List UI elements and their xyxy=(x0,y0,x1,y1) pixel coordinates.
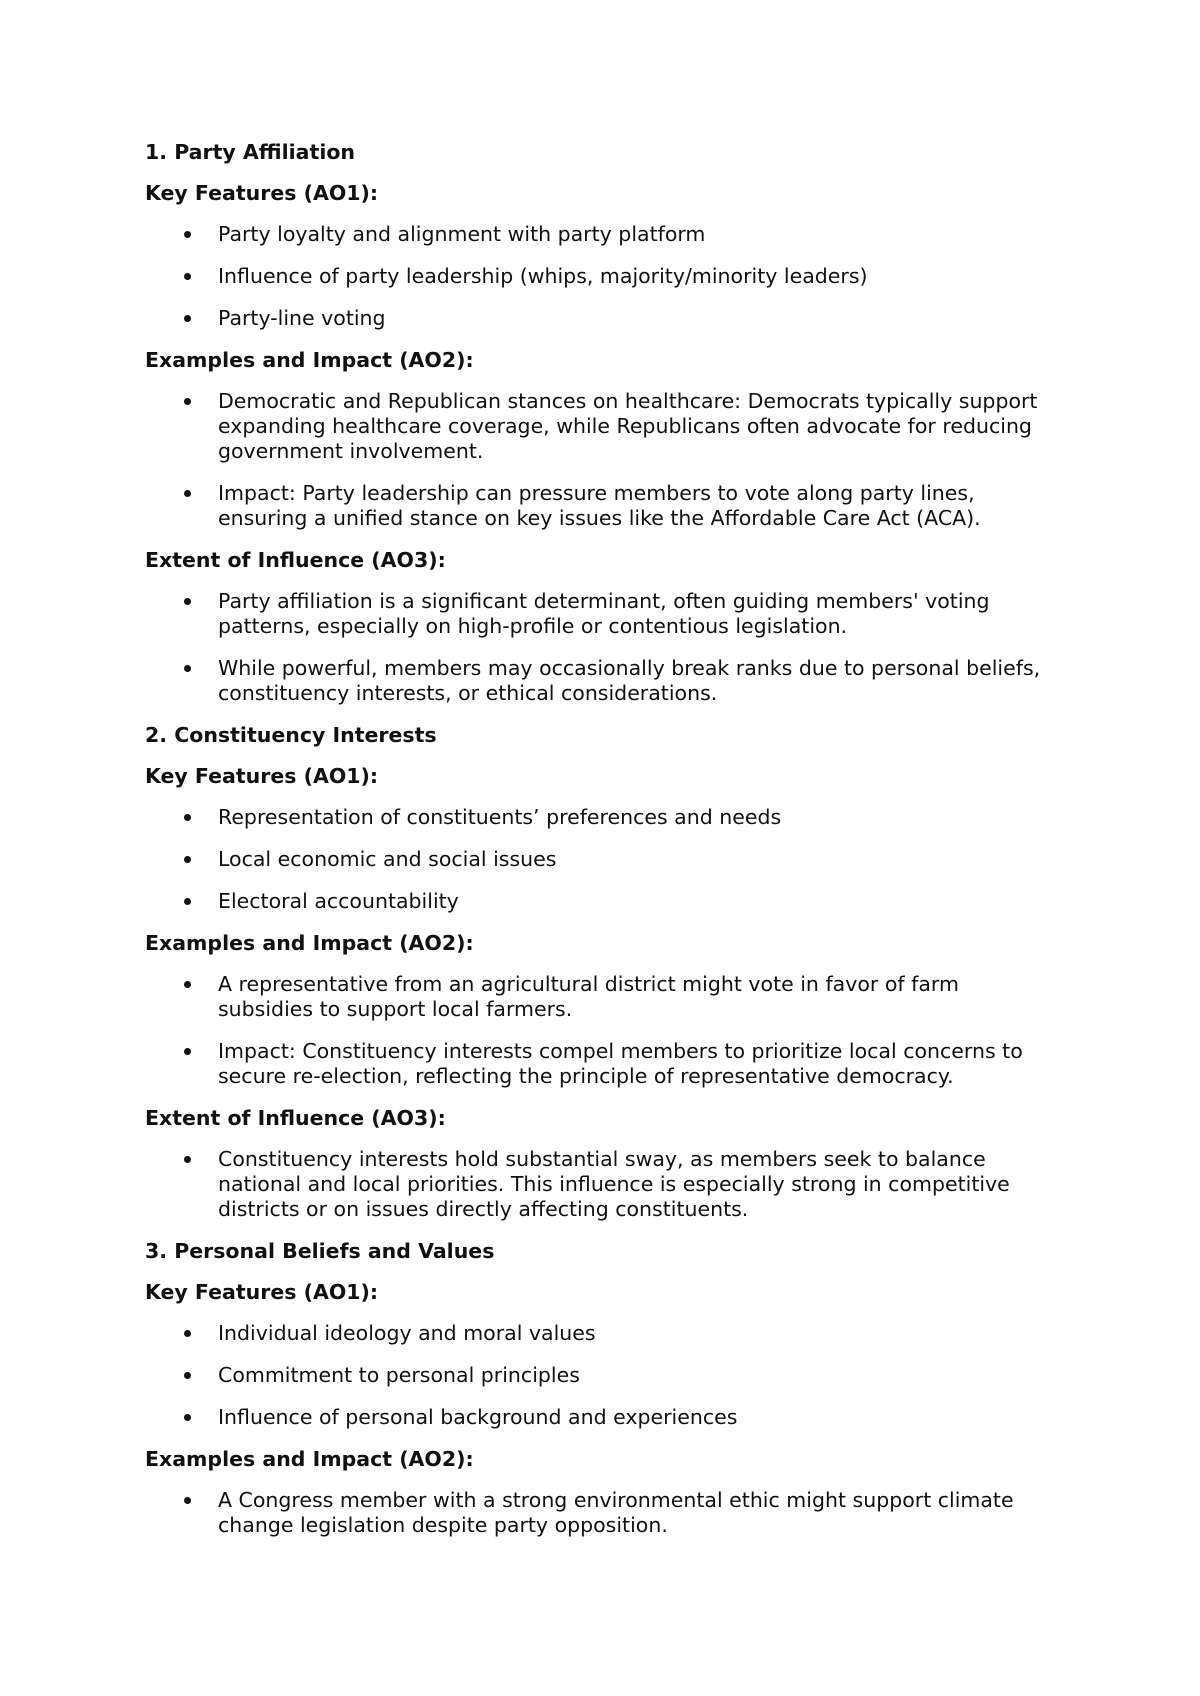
section-title: 1. Party Affiliation xyxy=(145,140,356,164)
list-item-text: Party loyalty and alignment with party platform xyxy=(218,222,706,246)
list-item-text: While powerful, members may occasionally break ranks due to personal beliefs, constituency interests, or ethical considerations. xyxy=(218,656,1041,705)
list-item xyxy=(145,1363,1048,1388)
bullet-icon xyxy=(184,273,191,280)
bullet-icon xyxy=(184,1156,191,1163)
bullet-list xyxy=(145,1488,1075,1538)
list-item-text: Impact: Party leadership can pressure members to vote along party lines, ensuring a unified stance on key issues like the Affordable Care Act (ACA). xyxy=(218,481,981,530)
section-personal-beliefs xyxy=(145,1238,1075,1538)
list-item xyxy=(145,389,1048,464)
bullet-icon xyxy=(184,665,191,672)
list-item-text: Party affiliation is a significant determinant, often guiding members' voting patterns, especially on high-profile or contentious legislation. xyxy=(218,589,990,638)
bullet-icon xyxy=(184,1372,191,1379)
bullet-icon xyxy=(184,1414,191,1421)
bullet-list xyxy=(145,222,1075,331)
bullet-list xyxy=(145,1321,1075,1430)
list-item-text: Constituency interests hold substantial sway, as members seek to balance national and local priorities. This influence is especially strong in competitive districts or on issues directly affecting constituents. xyxy=(218,1147,1010,1221)
list-item xyxy=(145,589,1048,639)
list-item-text: Impact: Constituency interests compel members to prioritize local concerns to secure re-election, reflecting the principle of representative democracy. xyxy=(218,1039,1023,1088)
list-item-text: A representative from an agricultural district might vote in favor of farm subsidies to support local farmers. xyxy=(218,972,959,1021)
extent-of-influence-heading: Extent of Influence (AO3): xyxy=(145,548,446,572)
list-item xyxy=(145,847,1048,872)
examples-impact-heading: Examples and Impact (AO2): xyxy=(145,348,474,372)
list-item xyxy=(145,889,1048,914)
list-item xyxy=(145,481,1048,531)
list-item xyxy=(145,306,1048,331)
list-item-text: Influence of party leadership (whips, majority/minority leaders) xyxy=(218,264,868,288)
document-page xyxy=(145,139,1075,1554)
bullet-icon xyxy=(184,1330,191,1337)
bullet-icon xyxy=(184,1048,191,1055)
bullet-list xyxy=(145,972,1075,1089)
bullet-list xyxy=(145,805,1075,914)
list-item-text: Party-line voting xyxy=(218,306,386,330)
list-item xyxy=(145,1039,1048,1089)
bullet-icon xyxy=(184,398,191,405)
bullet-icon xyxy=(184,490,191,497)
section-party-affiliation xyxy=(145,139,1075,706)
key-features-heading: Key Features (AO1): xyxy=(145,181,379,205)
list-item xyxy=(145,1147,1048,1222)
list-item-text: A Congress member with a strong environmental ethic might support climate change legislation despite party opposition. xyxy=(218,1488,1014,1537)
list-item-text: Democratic and Republican stances on healthcare: Democrats typically support expanding healthcare coverage, while Republicans often advocate for reducing government involvement. xyxy=(218,389,1038,463)
section-title: 3. Personal Beliefs and Values xyxy=(145,1239,495,1263)
bullet-icon xyxy=(184,598,191,605)
list-item xyxy=(145,1488,1048,1538)
bullet-list xyxy=(145,1147,1075,1222)
list-item xyxy=(145,1321,1048,1346)
bullet-icon xyxy=(184,1497,191,1504)
list-item-text: Electoral accountability xyxy=(218,889,459,913)
list-item xyxy=(145,1405,1048,1430)
section-constituency-interests xyxy=(145,722,1075,1222)
examples-impact-heading: Examples and Impact (AO2): xyxy=(145,931,474,955)
list-item xyxy=(145,656,1048,706)
bullet-icon xyxy=(184,231,191,238)
list-item xyxy=(145,972,1048,1022)
key-features-heading: Key Features (AO1): xyxy=(145,764,379,788)
list-item xyxy=(145,222,1048,247)
list-item-text: Local economic and social issues xyxy=(218,847,557,871)
key-features-heading: Key Features (AO1): xyxy=(145,1280,379,1304)
list-item xyxy=(145,805,1048,830)
bullet-icon xyxy=(184,315,191,322)
section-title: 2. Constituency Interests xyxy=(145,723,437,747)
examples-impact-heading: Examples and Impact (AO2): xyxy=(145,1447,474,1471)
list-item-text: Representation of constituents’ preferences and needs xyxy=(218,805,782,829)
bullet-icon xyxy=(184,981,191,988)
list-item-text: Individual ideology and moral values xyxy=(218,1321,596,1345)
bullet-icon xyxy=(184,814,191,821)
list-item xyxy=(145,264,1048,289)
bullet-icon xyxy=(184,898,191,905)
extent-of-influence-heading: Extent of Influence (AO3): xyxy=(145,1106,446,1130)
list-item-text: Commitment to personal principles xyxy=(218,1363,580,1387)
list-item-text: Influence of personal background and experiences xyxy=(218,1405,738,1429)
bullet-list xyxy=(145,589,1075,706)
bullet-list xyxy=(145,389,1075,531)
bullet-icon xyxy=(184,856,191,863)
